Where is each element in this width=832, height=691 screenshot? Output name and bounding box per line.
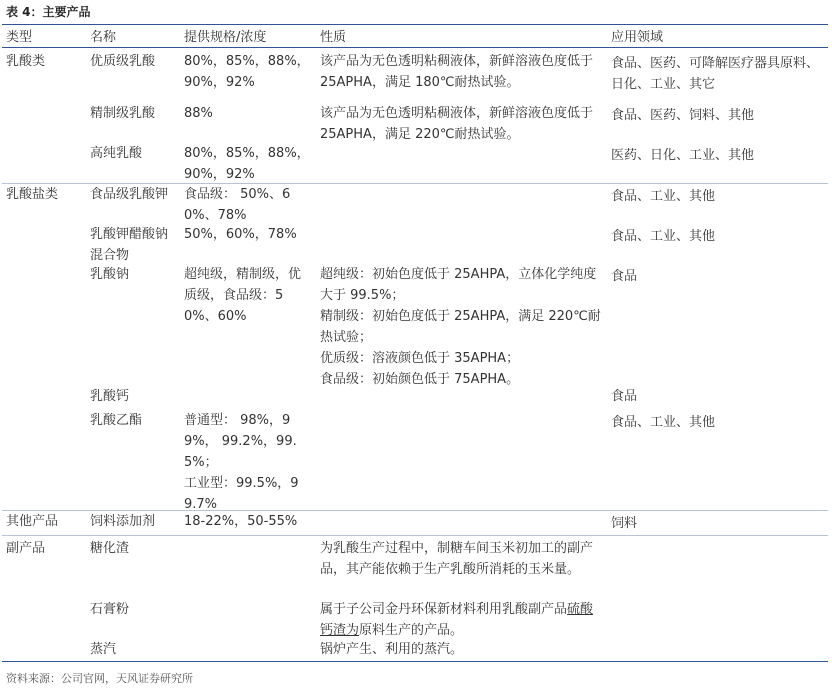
row-name: 饲料添加剂 [90, 514, 156, 529]
row-nature: 锅炉产生、利用的蒸汽。 [320, 642, 464, 657]
nature-line: 食品级：初始颜色低于 75APHA。 [320, 372, 520, 387]
row-name: 糖化渣 [90, 541, 130, 556]
group-type-other: 其他产品 [6, 514, 59, 529]
row-spec: 18-22%，50-55% [184, 514, 298, 529]
row-name: 乳酸钙 [90, 389, 130, 404]
row-app: 食品、工业、其他 [611, 229, 716, 244]
row-app: 食品、工业、其他 [611, 189, 716, 204]
row-name: 石膏粉 [90, 602, 130, 617]
row-spec: 超纯级，精制级，优质级，食品级：50%、60% [184, 267, 302, 324]
nature-line: 精制级：初始色度低于 25AHPA，满足 220℃耐热试验； [320, 309, 601, 345]
table-title: 表 4：主要产品 [6, 5, 91, 19]
row-app: 饲料 [611, 516, 638, 531]
row-app: 食品、医药、可降解医疗器具原料、日化、工业、其它 [611, 56, 820, 92]
header-type: 类型 [6, 30, 33, 45]
header-spec: 提供规格/浓度 [184, 30, 267, 45]
row-name: 优质级乳酸 [90, 54, 156, 69]
row-name: 蒸汽 [90, 642, 117, 657]
row-app: 食品 [611, 389, 638, 404]
group-type-lactate: 乳酸盐类 [6, 187, 59, 202]
nature-line: 优质级：溶液颜色低于 35APHA； [320, 351, 520, 366]
row-app: 医药、日化、工业、其他 [611, 148, 755, 163]
row-app: 食品、医药、饲料、其他 [611, 108, 755, 123]
row-nature: 该产品为无色透明粘稠液体，新鲜溶液色度低于 25APHA，满足 220℃耐热试验。 [320, 106, 594, 142]
row-nature [320, 264, 605, 390]
row-name: 乳酸钾醋酸钠混合物 [90, 227, 169, 263]
header-rule [2, 47, 828, 48]
table-top-rule [2, 24, 828, 25]
row-spec: 80%，85%，88%，90%，92% [184, 54, 310, 90]
header-nature: 性质 [320, 30, 347, 45]
nature-text: 原料生产的产品。 [359, 623, 464, 638]
spec-line: 工业型：99.5%，99.7% [184, 476, 299, 512]
row-spec: 食品级： 50%、60%、78% [184, 187, 291, 223]
row-nature [320, 599, 605, 641]
header-app: 应用领域 [611, 30, 664, 45]
nature-underlined-text: 硫酸钙渣为 [320, 602, 594, 638]
group-divider [2, 535, 828, 536]
nature-line: 超纯级：初始色度低于 25AHPA，立体化学纯度大于 99.5%； [320, 267, 597, 303]
row-app: 食品 [611, 269, 638, 284]
row-spec: 80%，85%，88%，90%，92% [184, 146, 310, 182]
row-name: 高纯乳酸 [90, 146, 143, 161]
row-nature: 为乳酸生产过程中，制糖车间玉米初加工的副产品，其产能依赖于生产乳酸所消耗的玉米量。 [320, 541, 594, 577]
group-type-lactic-acid: 乳酸类 [6, 54, 46, 69]
spec-line: 普通型： 98%，99%， 99.2%，99.5%； [184, 413, 297, 470]
table-bottom-rule [2, 661, 828, 662]
row-spec: 88% [184, 106, 213, 121]
group-type-byproduct: 副产品 [6, 541, 46, 556]
row-name: 食品级乳酸钾 [90, 187, 169, 202]
row-app: 食品、工业、其他 [611, 415, 716, 430]
row-name: 乳酸钠 [90, 267, 130, 282]
row-spec [184, 410, 308, 515]
row-nature: 该产品为无色透明粘稠液体，新鲜溶液色度低于 25APHA，满足 180℃耐热试验。 [320, 54, 594, 90]
row-name: 精制级乳酸 [90, 106, 156, 121]
nature-text: 属于子公司金丹环保新材料利用乳酸副产品 [320, 602, 568, 617]
header-name: 名称 [90, 30, 117, 45]
row-name: 乳酸乙酯 [90, 413, 143, 428]
source-note: 资料来源：公司官网，天风证券研究所 [6, 672, 193, 685]
row-spec: 50%，60%，78% [184, 227, 297, 242]
